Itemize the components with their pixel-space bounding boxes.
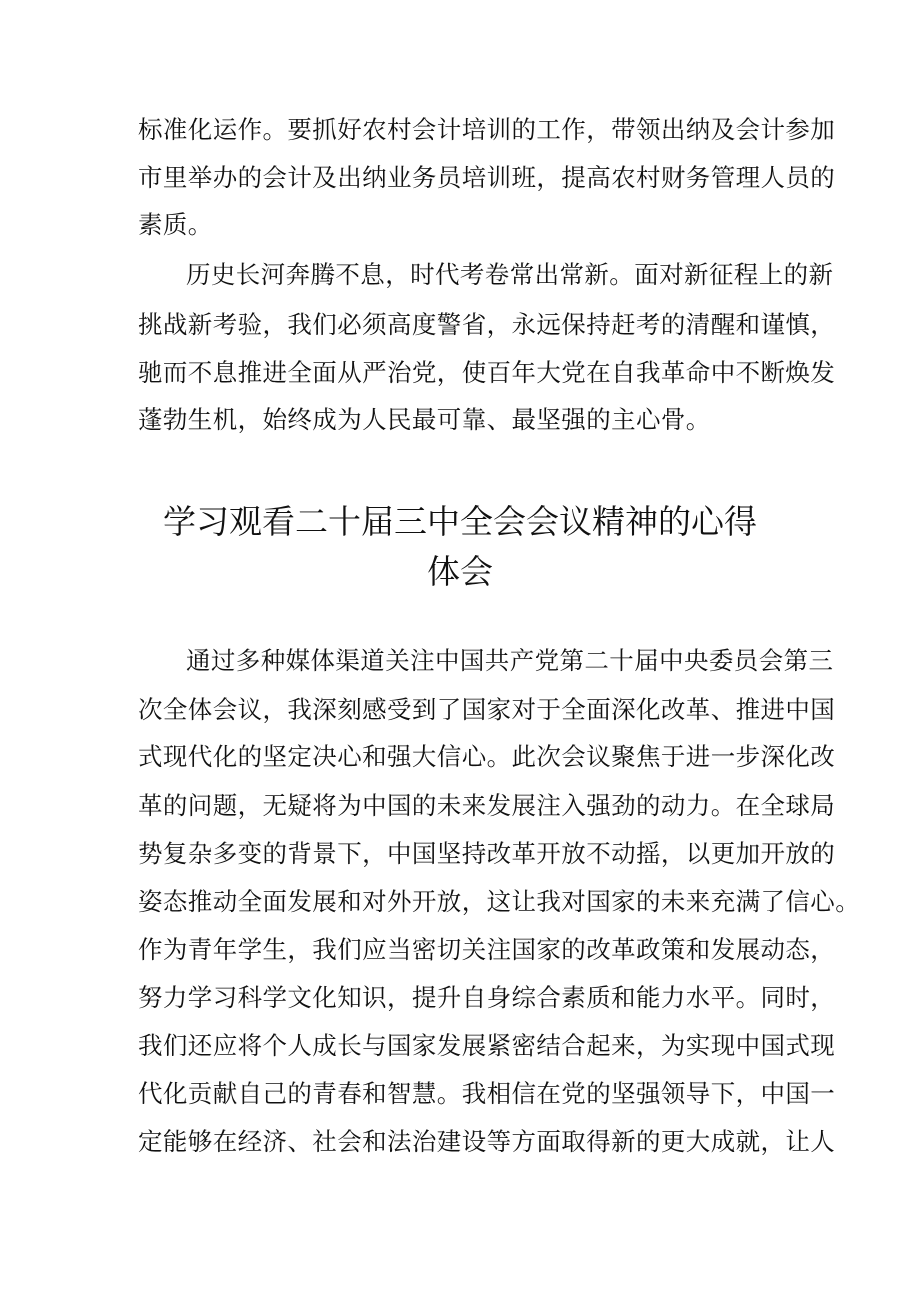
body-line: 我们还应将个人成长与国家发展紧密结合起来，为实现中国式现 [138, 1031, 836, 1060]
body-line: 姿态推动全面发展和对外开放，这让我对国家的未来充满了信心。 [138, 887, 861, 916]
page-title: 学习观看二十届三中全会会议精神的心得 [163, 502, 757, 541]
page-title-continued: 体会 [427, 552, 493, 591]
paragraph-line: 驰而不息推进全面从严治党，使百年大党在自我革命中不断焕发 [138, 358, 836, 387]
paragraph-line: 素质。 [138, 210, 213, 239]
body-line: 势复杂多变的背景下，中国坚持改革开放不动摇，以更加开放的 [138, 839, 836, 868]
paragraph-line: 蓬勃生机，始终成为人民最可靠、最坚强的主心骨。 [138, 405, 711, 434]
paragraph-line: 标准化运作。要抓好农村会计培训的工作，带领出纳及会计参加 [138, 115, 836, 144]
paragraph-line: 挑战新考验，我们必须高度警省，永远保持赶考的清醒和谨慎， [138, 310, 836, 339]
body-line: 革的问题，无疑将为中国的未来发展注入强劲的动力。在全球局 [138, 791, 836, 820]
body-line: 作为青年学生，我们应当密切关注国家的改革政策和发展动态， [138, 935, 836, 964]
body-line: 定能够在经济、社会和法治建设等方面取得新的更大成就，让人 [138, 1127, 836, 1156]
body-line: 次全体会议，我深刻感受到了国家对于全面深化改革、推进中国 [138, 695, 836, 724]
paragraph-line: 市里举办的会计及出纳业务员培训班，提高农村财务管理人员的 [138, 163, 836, 192]
body-line: 努力学习科学文化知识，提升自身综合素质和能力水平。同时， [138, 983, 836, 1012]
body-line: 通过多种媒体渠道关注中国共产党第二十届中央委员会第三 [186, 646, 834, 675]
body-line: 式现代化的坚定决心和强大信心。此次会议聚焦于进一步深化改 [138, 742, 836, 771]
paragraph-line: 历史长河奔腾不息，时代考卷常出常新。面对新征程上的新 [186, 260, 834, 289]
body-line: 代化贡献自己的青春和智慧。我相信在党的坚强领导下，中国一 [138, 1079, 836, 1108]
